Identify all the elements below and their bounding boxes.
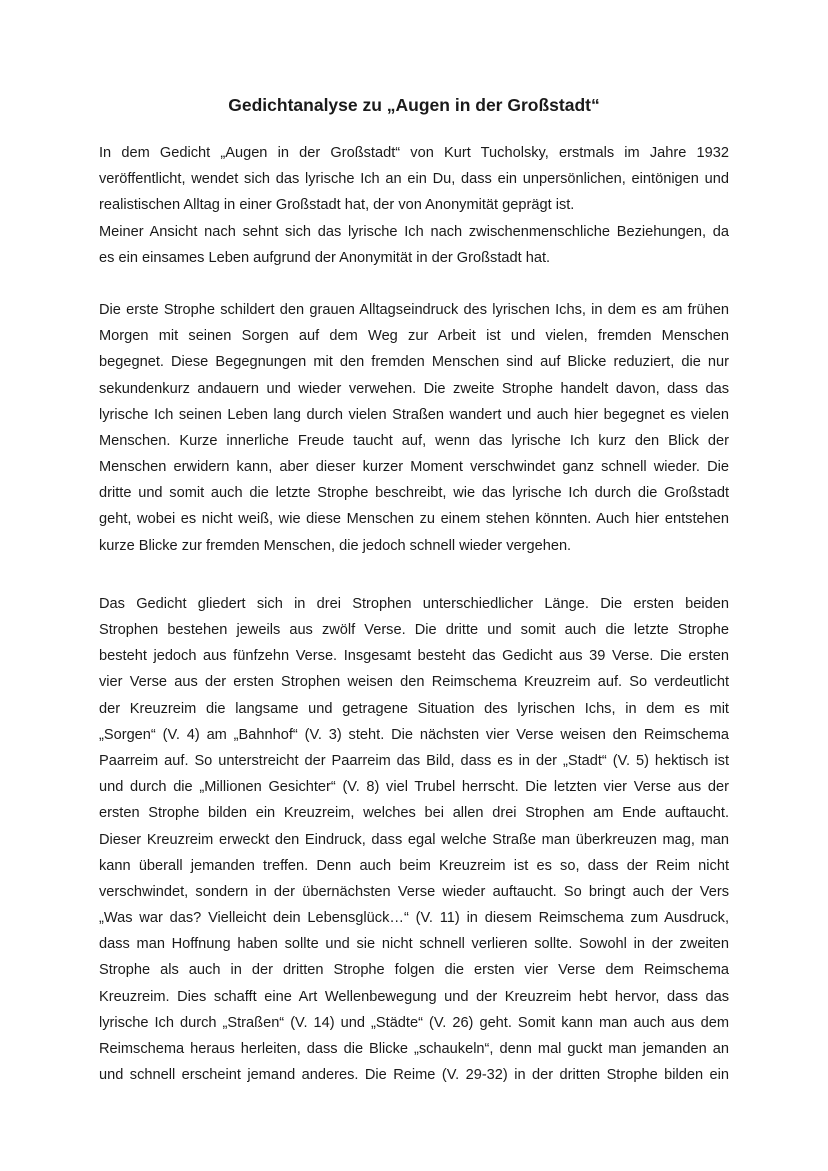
text-line: In dem Gedicht „Augen in der Großstadt“ von Kurt Tucholsky, erstmals im Jahre 1932 [99, 145, 729, 161]
text-line: Die erste Strophe schildert den grauen Alltagseindruck des lyrischen Ichs, in dem es am frühen [99, 301, 729, 318]
paragraph-summary [99, 297, 729, 559]
text-line: sekundenkurz andauern und wieder verwehen. Die zweite Strophe handelt davon, dass das [99, 380, 729, 397]
text-line: Paarreim auf. So unterstreicht der Paarreim das Bild, dass es in der „Stadt“ (V. 5) hektisch ist [99, 752, 729, 769]
text-line: kurze Blicke zur fremden Menschen, die jedoch schnell wieder vergehen. [99, 537, 572, 554]
text-line: Morgen mit seinen Sorgen auf dem Weg zur Arbeit ist und vielen, fremden Menschen [99, 328, 729, 345]
text-line: verschwindet, sondern in der übernächsten Verse wieder auftaucht. So bringt auch der Vers [99, 883, 729, 900]
text-line: Menschen. Kurze innerliche Freude taucht auf, wenn das lyrische Ich kurz den Blick der [99, 432, 729, 449]
text-line: ersten Strophe bilden ein Kreuzreim, welches bei allen drei Strophen am Ende auftaucht. [99, 805, 729, 822]
text-line: „Was war das? Vielleicht dein Lebensglück…“ (V. 11) in diesem Reimschema zum Ausdruck, [99, 910, 729, 927]
text-line: Das Gedicht gliedert sich in drei Strophen unterschiedlicher Länge. Die ersten beiden [99, 595, 729, 612]
text-line: lyrische Ich durch „Straßen“ (V. 14) und „Städte“ (V. 26) geht. Somit kann man auch aus dem [99, 1014, 729, 1031]
text-line: „Sorgen“ (V. 4) am „Bahnhof“ (V. 3) steht. Die nächsten vier Verse weisen den Reimschema [99, 726, 729, 743]
text-line: es ein einsames Leben aufgrund der Anonymität in der Großstadt hat. [99, 249, 551, 266]
text-line: Dieser Kreuzreim erweckt den Eindruck, dass egal welche Straße man überkreuzen mag, man [99, 831, 729, 848]
text-line: besteht jedoch aus fünfzehn Verse. Insgesamt besteht das Gedicht aus 39 Verse. Die ersten [99, 648, 729, 665]
text-line: veröffentlicht, wendet sich das lyrische Ich an ein Du, dass ein unpersönlichen, eintönigen und [99, 171, 729, 188]
text-line: kann überall jemanden treffen. Denn auch beim Kreuzreim ist es so, dass der Reim nicht [99, 857, 729, 874]
text-line: und durch die „Millionen Gesichter“ (V. 8) viel Trubel herrscht. Die letzten vier Verse aus der [99, 779, 729, 796]
paragraph-structure-analysis [99, 591, 729, 1089]
paragraph-introduction [99, 140, 729, 271]
text-line: Strophen bestehen jeweils aus zwölf Verse. Die dritte und somit auch die letzte Strophe [99, 622, 729, 638]
text-line: Strophe als auch in der dritten Strophe folgen die ersten vier Verse dem Reimschema [99, 962, 729, 979]
text-line: Reimschema heraus herleiten, dass die Blicke „schaukeln“, denn mal guckt man jemanden an [99, 1041, 729, 1057]
text-line: dritte und somit auch die letzte Strophe beschreibt, wie das lyrische Ich durch die Großstadt [99, 485, 729, 502]
text-line: geht, wobei es nicht weiß, wie diese Menschen zu einem stehen könnten. Auch hier entstehen [99, 511, 729, 528]
text-line: Menschen erwidern kann, aber dieser kurzer Moment verschwindet ganz schnell wieder. Die [99, 459, 729, 476]
text-line: realistischen Alltag in einer Großstadt hat, der von Anonymität geprägt ist. [99, 197, 575, 214]
text-line: lyrische Ich seinen Leben lang durch vielen Straßen wandert und auch hier begegnet es vielen [99, 406, 729, 423]
text-line: Meiner Ansicht nach sehnt sich das lyrische Ich nach zwischenmenschliche Beziehungen, da [99, 223, 729, 240]
text-line: Kreuzreim. Dies schafft eine Art Wellenbewegung und der Kreuzreim hebt hervor, dass das [99, 988, 729, 1005]
text-line: vier Verse aus der ersten Strophen weisen den Reimschema Kreuzreim auf. So verdeutlicht [99, 674, 729, 691]
text-line: begegnet. Diese Begegnungen mit den fremden Menschen sind auf Blicke reduziert, die nur [99, 354, 729, 371]
text-line: der Kreuzreim die langsame und getragene Situation des lyrischen Ichs, in dem es mit [99, 700, 729, 717]
text-line: und schnell erscheint jemand anderes. Die Reime (V. 29-32) in der dritten Strophe bilden ein [99, 1067, 729, 1084]
page-title: Gedichtanalyse zu „Augen in der Großstadt“ [228, 95, 600, 115]
text-line: dass man Hoffnung haben sollte und sie nicht schnell verlieren sollte. Sowohl in der zweiten [99, 936, 729, 953]
document-body [99, 140, 729, 1088]
